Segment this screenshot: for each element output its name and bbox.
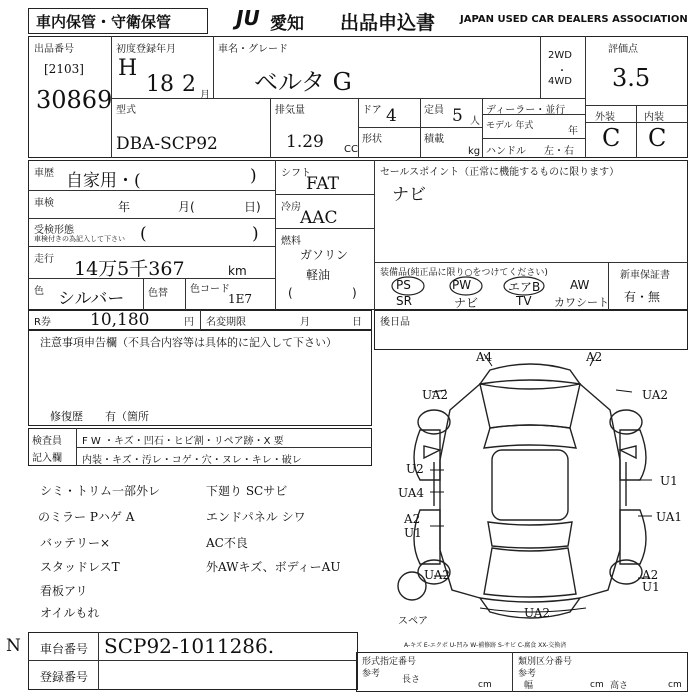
inspection-year-unit: 年 — [118, 200, 131, 214]
displacement-label: 排気量 — [275, 105, 305, 116]
mark-u1-rear-right: U1 — [642, 580, 660, 594]
remark-right-1: 下廻り SCサビ — [206, 484, 288, 498]
logo-mark: JU — [236, 6, 260, 30]
selling-points-label: セールスポイント（正常に機能するものに限ります） — [380, 167, 620, 178]
mark-ua2-rear-left: UA2 — [424, 568, 451, 582]
registration-label: 初度登録年月 — [116, 44, 176, 55]
registration-month: 2 — [182, 72, 196, 97]
inspector-label-2: 記入欄 — [32, 453, 62, 464]
color-label: 色 — [34, 286, 44, 297]
exterior-value: C — [602, 124, 621, 152]
fuel-open: ( — [288, 286, 293, 300]
association-name: JAPAN USED CAR DEALERS ASSOCIATION — [460, 14, 688, 25]
mileage-label: 走行 — [34, 254, 54, 265]
color-code-label: 色コード — [190, 284, 230, 295]
warranty-label: 新車保証書 — [620, 270, 670, 281]
selling-points-value: ナビ — [392, 185, 426, 205]
inspection-month-unit: 月( — [178, 200, 195, 214]
capacity-unit: 人 — [470, 116, 480, 127]
doors-value: 4 — [386, 106, 397, 126]
capacity-value: 5 — [452, 106, 463, 126]
recycle-unit: 円 — [184, 317, 194, 328]
drive-2wd: 2WD — [548, 50, 572, 61]
history-value: 自家用・( — [66, 171, 141, 191]
handle-label: ハンドル — [486, 146, 526, 157]
remark-right-2: エンドパネル シワ — [206, 510, 306, 524]
model-label: 型式 — [116, 105, 136, 116]
recycle-value: 10,180 — [90, 310, 150, 330]
inspector-row-2: 内装・キズ・汚レ・コゲ・穴・ヌレ・キレ・破レ — [82, 455, 302, 466]
shape-label: 形状 — [362, 134, 382, 145]
designation-ref-1: 参考 — [362, 669, 381, 679]
transfer-month: 月 — [300, 317, 310, 328]
plate-label: 登録番号 — [40, 670, 89, 684]
rating-label: 評価点 — [608, 44, 638, 55]
mark-a2-front: A2 — [586, 350, 603, 364]
model-value: DBA-SCP92 — [116, 134, 218, 154]
mark-ua1-right: UA1 — [656, 510, 683, 524]
rear-seat-label: 後日品 — [380, 317, 410, 328]
acceptance-close: ) — [252, 224, 259, 244]
notes-label: 注意事項申告欄（不具合内容等は具体的に記入して下さい） — [40, 336, 337, 349]
model-year-unit: 年 — [568, 126, 578, 137]
remark-right-3: AC不良 — [206, 536, 248, 550]
registration-year: 18 — [146, 72, 174, 97]
equipment-airbag: エアB — [508, 280, 541, 294]
mark-ua2-front-right: UA2 — [642, 388, 669, 402]
registration-month-unit: 月 — [200, 90, 210, 101]
rating-value: 3.5 — [612, 64, 651, 92]
mileage-unit: km — [228, 264, 247, 278]
doors-label: ドア — [362, 105, 382, 116]
exterior-label: 外装 — [595, 112, 615, 123]
displacement-value: 1.29 — [286, 132, 324, 152]
history-label: 車歴 — [34, 168, 54, 179]
aircon-label: 冷房 — [281, 202, 301, 213]
chassis-label: 車台番号 — [40, 642, 89, 656]
rear-seat-block — [374, 310, 688, 350]
mileage-value: 14万5千367 — [74, 258, 185, 280]
load-unit: kg — [468, 146, 481, 157]
remark-left-6: オイルもれ — [40, 606, 100, 620]
registration-era: H — [118, 56, 138, 81]
recycle-label: R券 — [34, 317, 51, 328]
remark-left-3: バッテリー× — [40, 536, 111, 550]
equipment-label: 装備品(純正品に限り○をつけてください) — [380, 268, 548, 278]
mark-ua4-left: UA4 — [398, 486, 425, 500]
equipment-circles — [374, 262, 614, 310]
designation-ref-2: 参考 — [518, 669, 537, 679]
equipment-pw: PW — [452, 278, 472, 292]
color-code-value: 1E7 — [228, 292, 253, 306]
mark-u1-right: U1 — [660, 474, 678, 488]
spare-label: スペア — [398, 616, 428, 627]
designation-width: 幅 — [524, 681, 534, 691]
equipment-aw: AW — [570, 278, 590, 292]
load-label: 積載 — [424, 134, 444, 145]
mark-ua2-rear: UA2 — [524, 606, 551, 620]
transfer-day: 日 — [352, 317, 362, 328]
name-label: 車名・グレード — [218, 44, 288, 55]
name-value: ベルタ G — [254, 68, 352, 96]
fuel-close: ) — [352, 286, 357, 300]
color-swap-label: 色替 — [148, 288, 168, 299]
designation-label-2: 類別区分番号 — [518, 657, 573, 667]
remark-left-5: 看板アリ — [40, 584, 88, 598]
mark-a2-rear-right: A2 — [642, 568, 659, 582]
mark-a2-left: A2 — [404, 512, 421, 526]
equipment-kawa-seat: カワシート — [554, 296, 609, 309]
storage-label: 車内保管・守衛保管 — [36, 13, 172, 31]
damage-legend: A-キズ E-エクボ U-凹み W-補修跡 S-サビ C-腐食 XX-交換済 — [404, 642, 567, 649]
inspector-label-1: 検査員 — [32, 436, 62, 447]
notes-repair: 修復歴 有（箇所 — [50, 410, 149, 423]
color-value: シルバー — [58, 289, 125, 309]
inspection-day-unit: 日) — [244, 200, 261, 214]
mark-u2-left: U2 — [406, 462, 424, 476]
interior-label: 内装 — [644, 112, 664, 123]
mark-u1-left: U1 — [404, 526, 422, 540]
capacity-label: 定員 — [424, 105, 444, 116]
remark-left-1: シミ・トリム一部外レ — [40, 484, 161, 498]
logo-text: 愛知 — [270, 14, 304, 34]
equipment-navi: ナビ — [454, 296, 479, 310]
mark-a4: A4 — [476, 350, 493, 364]
remark-left-4: スタッドレスT — [40, 560, 120, 574]
remark-left-2: のミラー Pハゲ A — [38, 510, 135, 524]
designation-height: 高さ — [610, 681, 629, 691]
acceptance-label: 受検形態 — [34, 225, 74, 236]
equipment-ps: PS — [396, 278, 411, 292]
equipment-tv: TV — [516, 294, 532, 308]
warranty-options: 有・無 — [624, 290, 661, 304]
fuel-value-gasoline: ガソリン — [300, 248, 349, 262]
chassis-value: SCP92-1011286. — [104, 634, 275, 658]
designation-width-unit: cm — [590, 680, 604, 690]
interior-value: C — [648, 124, 667, 152]
designation-length: 長さ — [402, 675, 421, 685]
dealer-label: ディーラー・並行 — [486, 105, 566, 116]
designation-label-1: 形式指定番号 — [362, 657, 417, 667]
acceptance-open: ( — [140, 224, 147, 244]
history-close: ) — [250, 166, 257, 186]
form-title: 出品申込書 — [340, 12, 436, 34]
fuel-value-diesel: 軽油 — [306, 268, 331, 282]
mark-ua2-front-left: UA2 — [422, 388, 449, 402]
acceptance-note: 車検付きの為記入して下さい — [34, 235, 125, 243]
designation-height-unit: cm — [668, 680, 682, 690]
remark-right-4: 外AWキズ、ボディーAU — [206, 560, 341, 574]
lot-number: 30869 — [36, 86, 113, 114]
model-year-label: モデル 年式 — [486, 121, 534, 131]
inspection-label: 車検 — [34, 198, 54, 209]
fuel-label: 燃料 — [281, 236, 301, 247]
equipment-sr: SR — [396, 294, 412, 308]
drive-dot: ・ — [557, 66, 567, 77]
lot-sub: [2103] — [44, 62, 84, 76]
designation-length-unit: cm — [478, 680, 492, 690]
drive-4wd: 4WD — [548, 76, 572, 87]
transfer-label: 名変期限 — [206, 317, 246, 328]
shift-value: FAT — [306, 174, 340, 194]
handle-options: 左・右 — [544, 146, 574, 157]
displacement-unit: CC — [344, 144, 358, 155]
inspector-row-1: F W ・キズ・凹石・ヒビ割・リペア跡・X 要 — [82, 436, 284, 447]
chassis-mark: N — [6, 636, 21, 656]
aircon-value: AAC — [300, 208, 338, 228]
lot-label: 出品番号 — [34, 44, 74, 55]
shift-label: シフト — [281, 168, 311, 179]
